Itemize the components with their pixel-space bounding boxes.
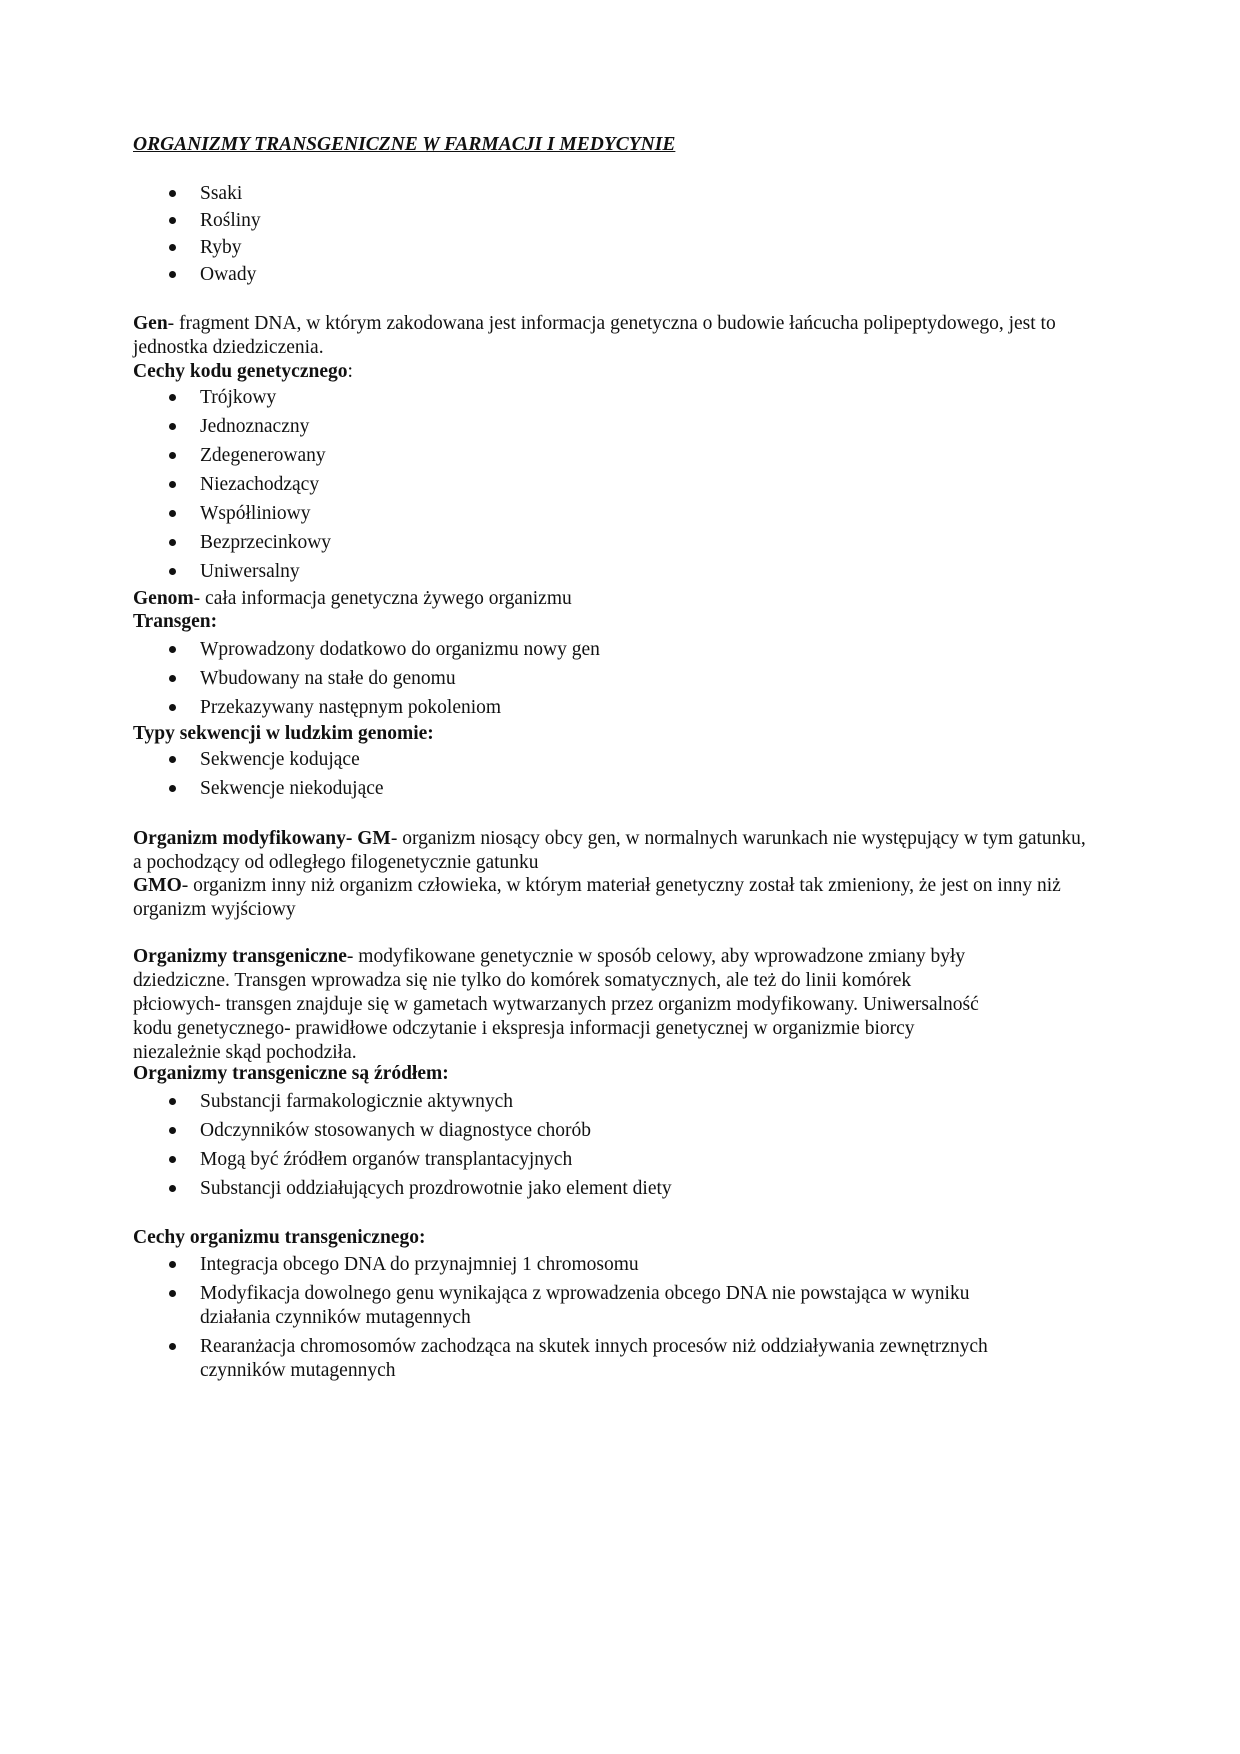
- list-item: Bezprzecinkowy: [133, 531, 1093, 555]
- section-heading: [133, 1226, 1093, 1250]
- list-item: Wbudowany na stałe do genomu: [133, 667, 1093, 691]
- definition: - organizm niosący obcy gen, w normalnych warunkach nie występujący w tym gatunku, a pochodzący od odległego filogenetycznie gatunku: [133, 828, 1086, 873]
- list-item: Zdegenerowany: [133, 444, 1093, 468]
- list-item: Współliniowy: [133, 502, 1093, 526]
- term: Gen: [133, 313, 168, 334]
- list-item: Ryby: [133, 236, 1093, 260]
- list-item: Ssaki: [133, 182, 1093, 206]
- section-heading: [133, 610, 1093, 634]
- list-item: Mogą być źródłem organów transplantacyjnych: [133, 1148, 1093, 1172]
- genom-definition: [133, 587, 1093, 611]
- section-heading: [133, 1062, 1093, 1086]
- colon: :: [347, 361, 353, 382]
- document-title: ORGANIZMY TRANSGENICZNE W FARMACJI I MEDYCYNIE: [133, 134, 676, 155]
- list-item: Sekwencje niekodujące: [133, 777, 1093, 801]
- list-item: Wprowadzony dodatkowo do organizmu nowy gen: [133, 638, 1093, 662]
- list-item: Trójkowy: [133, 386, 1093, 410]
- transgenic-features-list: [133, 1253, 1033, 1388]
- list-item: Substancji farmakologicznie aktywnych: [133, 1090, 1093, 1114]
- gm-definition: [133, 827, 1093, 875]
- list-item: Uniwersalny: [133, 560, 1093, 584]
- list-item: Niezachodzący: [133, 473, 1093, 497]
- code-features-list: [133, 386, 1093, 589]
- sources-list: [133, 1090, 1093, 1206]
- heading: Transgen:: [133, 611, 218, 632]
- heading: Typy sekwencji w ludzkim genomie:: [133, 723, 434, 744]
- heading: Organizmy transgeniczne są źródłem:: [133, 1063, 449, 1084]
- heading: Cechy kodu genetycznego: [133, 361, 348, 382]
- definition: - cała informacja genetyczna żywego organizmu: [193, 588, 572, 609]
- transgenic-definition: [133, 945, 983, 1065]
- heading: Cechy organizmu transgenicznego:: [133, 1227, 426, 1248]
- list-item: Jednoznaczny: [133, 415, 1093, 439]
- sequence-types-list: [133, 748, 1093, 806]
- term: GMO: [133, 875, 182, 896]
- term: Genom: [133, 588, 194, 609]
- list-item: Odczynników stosowanych w diagnostyce chorób: [133, 1119, 1093, 1143]
- list-item: Integracja obcego DNA do przynajmniej 1 chromosomu: [133, 1253, 1033, 1277]
- list-item: Substancji oddziałujących prozdrowotnie jako element diety: [133, 1177, 1093, 1201]
- organism-list: [133, 182, 1093, 290]
- gmo-definition: [133, 874, 1093, 922]
- list-item: Owady: [133, 263, 1093, 287]
- definition: - organizm inny niż organizm człowieka, w którym materiał genetyczny został tak zmieniony, że jest on inny niż organizm wyjściowy: [133, 875, 1061, 920]
- definition: - fragment DNA, w którym zakodowana jest informacja genetyczna o budowie łańcucha polipeptydowego, jest to jednostka dziedziczenia.: [133, 313, 1056, 358]
- list-item: Przekazywany następnym pokoleniom: [133, 696, 1093, 720]
- list-item: Rośliny: [133, 209, 1093, 233]
- gen-definition: [133, 312, 1093, 360]
- section-heading: [133, 722, 1093, 746]
- list-item: Modyfikacja dowolnego genu wynikająca z wprowadzenia obcego DNA nie powstająca w wyniku działania czynników mutagennych: [133, 1282, 1033, 1330]
- definition: - modyfikowane genetycznie w sposób celowy, aby wprowadzone zmiany były dziedziczne. Transgen wprowadza się nie tylko do komórek somatycznych, ale też do linii komórek płciowych- transgen znajduje się w gametach wytwarzanych przez organizm modyfikowany. Uniwersalność kodu genetycznego- prawidłowe odczytanie i ekspresja informacji genetycznej w organizmie biorcy niezależnie skąd pochodziła.: [133, 946, 979, 1063]
- transgen-list: [133, 638, 1093, 725]
- section-heading: [133, 360, 1093, 384]
- term: Organizm modyfikowany- GM: [133, 828, 391, 849]
- list-item: Rearanżacja chromosomów zachodząca na skutek innych procesów niż oddziaływania zewnętrznych czynników mutagennych: [133, 1335, 1033, 1383]
- list-item: Sekwencje kodujące: [133, 748, 1093, 772]
- term: Organizmy transgeniczne: [133, 946, 347, 967]
